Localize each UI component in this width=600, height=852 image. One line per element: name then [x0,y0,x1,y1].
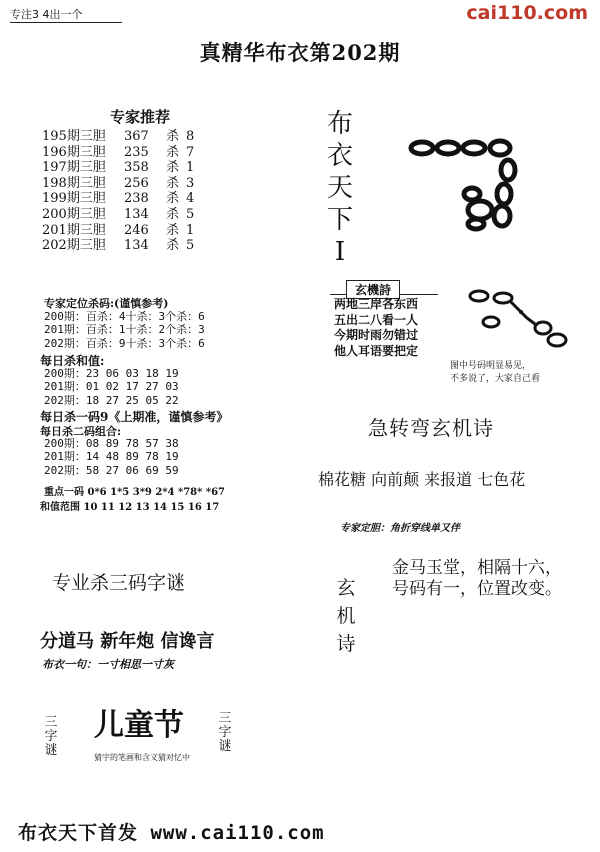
twist-poem-items: 棉花糖 向前颠 来报道 七色花 [318,470,526,489]
daily-sum-heading: 每日杀和值: [40,354,105,368]
poem-line: 五出二八看一人 [334,312,419,327]
two-code-row: 201期：14 48 89 78 19 [44,450,179,464]
kill-three-title: 专业杀三码字谜 [52,572,186,594]
two-code-row: 202期：58 27 06 69 59 [44,463,179,477]
footer-credit[interactable]: 布衣天下首发 www.cai110.com [18,822,325,844]
sum-range-line: 和值范围 10 11 12 13 14 15 16 17 [40,502,220,513]
poem-line: 两地三岸各东西 [334,297,419,311]
three-char-riddle-label-left: 三字谜 [44,715,58,758]
daily-sum-row: 201期：01 02 17 27 03 [44,380,179,394]
expert-fixed-line: 专家定胆：角折穿线单又伴 [340,523,460,534]
glyph-caption: 图中号码明显易见， 不多说了，大家自己看 [450,361,541,384]
recommend-row: 202期三胆 134 杀 5 [42,238,195,254]
heavy-point-line: 重点一码 0*6 1*5 3*9 2*4 *78* *67 [44,487,225,498]
recommend-row: 195期三胆 367 杀 8 [42,129,195,144]
riddle-line: 金马玉堂，相隔十六， [392,558,562,578]
recommend-row: 197期三胆 358 杀 1 [42,160,195,176]
poem-title: 玄機詩 [346,280,400,299]
two-code-list [44,437,179,477]
recommend-row: 198期三胆 256 杀 3 [42,175,195,191]
riddle-line: 号码有一，位置改变。 [392,579,562,599]
twist-poem-title: 急转弯玄机诗 [368,416,494,440]
kids-day-title: 儿童节 [94,708,184,743]
position-kill-list [44,310,205,350]
position-kill-row: 201期：百杀：1十杀：2个杀：3 [44,323,205,337]
recommend-row: 200期三胆 134 杀 5 [42,206,195,222]
daily-sum-list [44,367,179,407]
brand-vertical: 布衣天下I [327,109,354,267]
poem-lines [334,297,418,359]
position-kill-row: 202期：百杀：9十杀：3个杀：6 [44,336,205,350]
recommend-row: 199期三胆 238 杀 4 [42,191,195,207]
recommend-row: 196期三胆 235 杀 7 [42,144,195,160]
position-kill-row: 200期：百杀：4十杀：3个杀：6 [44,310,205,323]
two-code-row: 200期：08 89 78 57 38 [44,437,179,450]
recommend-row: 201期三胆 246 杀 1 [42,222,195,238]
daily-sum-row: 200期：23 06 03 18 19 [44,367,179,380]
xuanji-vertical: 玄机诗 [336,577,356,655]
recommend-list [42,129,194,254]
three-char-riddle-label-right: 三字谜 [218,711,232,754]
site-logo[interactable]: cai110.com [462,0,592,26]
poem-line: 他人耳语要把定 [334,343,419,358]
idiom-riddles: 分道马 新年炮 信谗言 [40,631,215,652]
riddle-lines [392,558,562,600]
poem-line: 今期时雨勿错过 [334,328,419,342]
two-code-heading: 每日杀二码组合: [40,425,122,438]
daily-sum-row: 202期：18 27 25 05 22 [44,393,179,407]
link-glyph-image [465,288,575,358]
position-kill-heading: 专家定位杀码:(谨慎参考) [44,297,169,310]
header-tag: 专注3 4出一个 [10,8,83,21]
buyi-phrase: 布衣一句：一寸相思一寸灰 [42,658,174,671]
kids-day-note: 猜字的笔画和含义猜对忆中 [94,753,190,762]
recommend-heading: 专家推荐 [110,108,171,126]
chain-glyph-image [408,132,528,242]
tag-underline [10,22,122,23]
page-title: 真精华布衣第202期 [199,40,401,65]
one-code-line: 每日杀一码9《上期准，谨慎参考》 [40,410,229,424]
